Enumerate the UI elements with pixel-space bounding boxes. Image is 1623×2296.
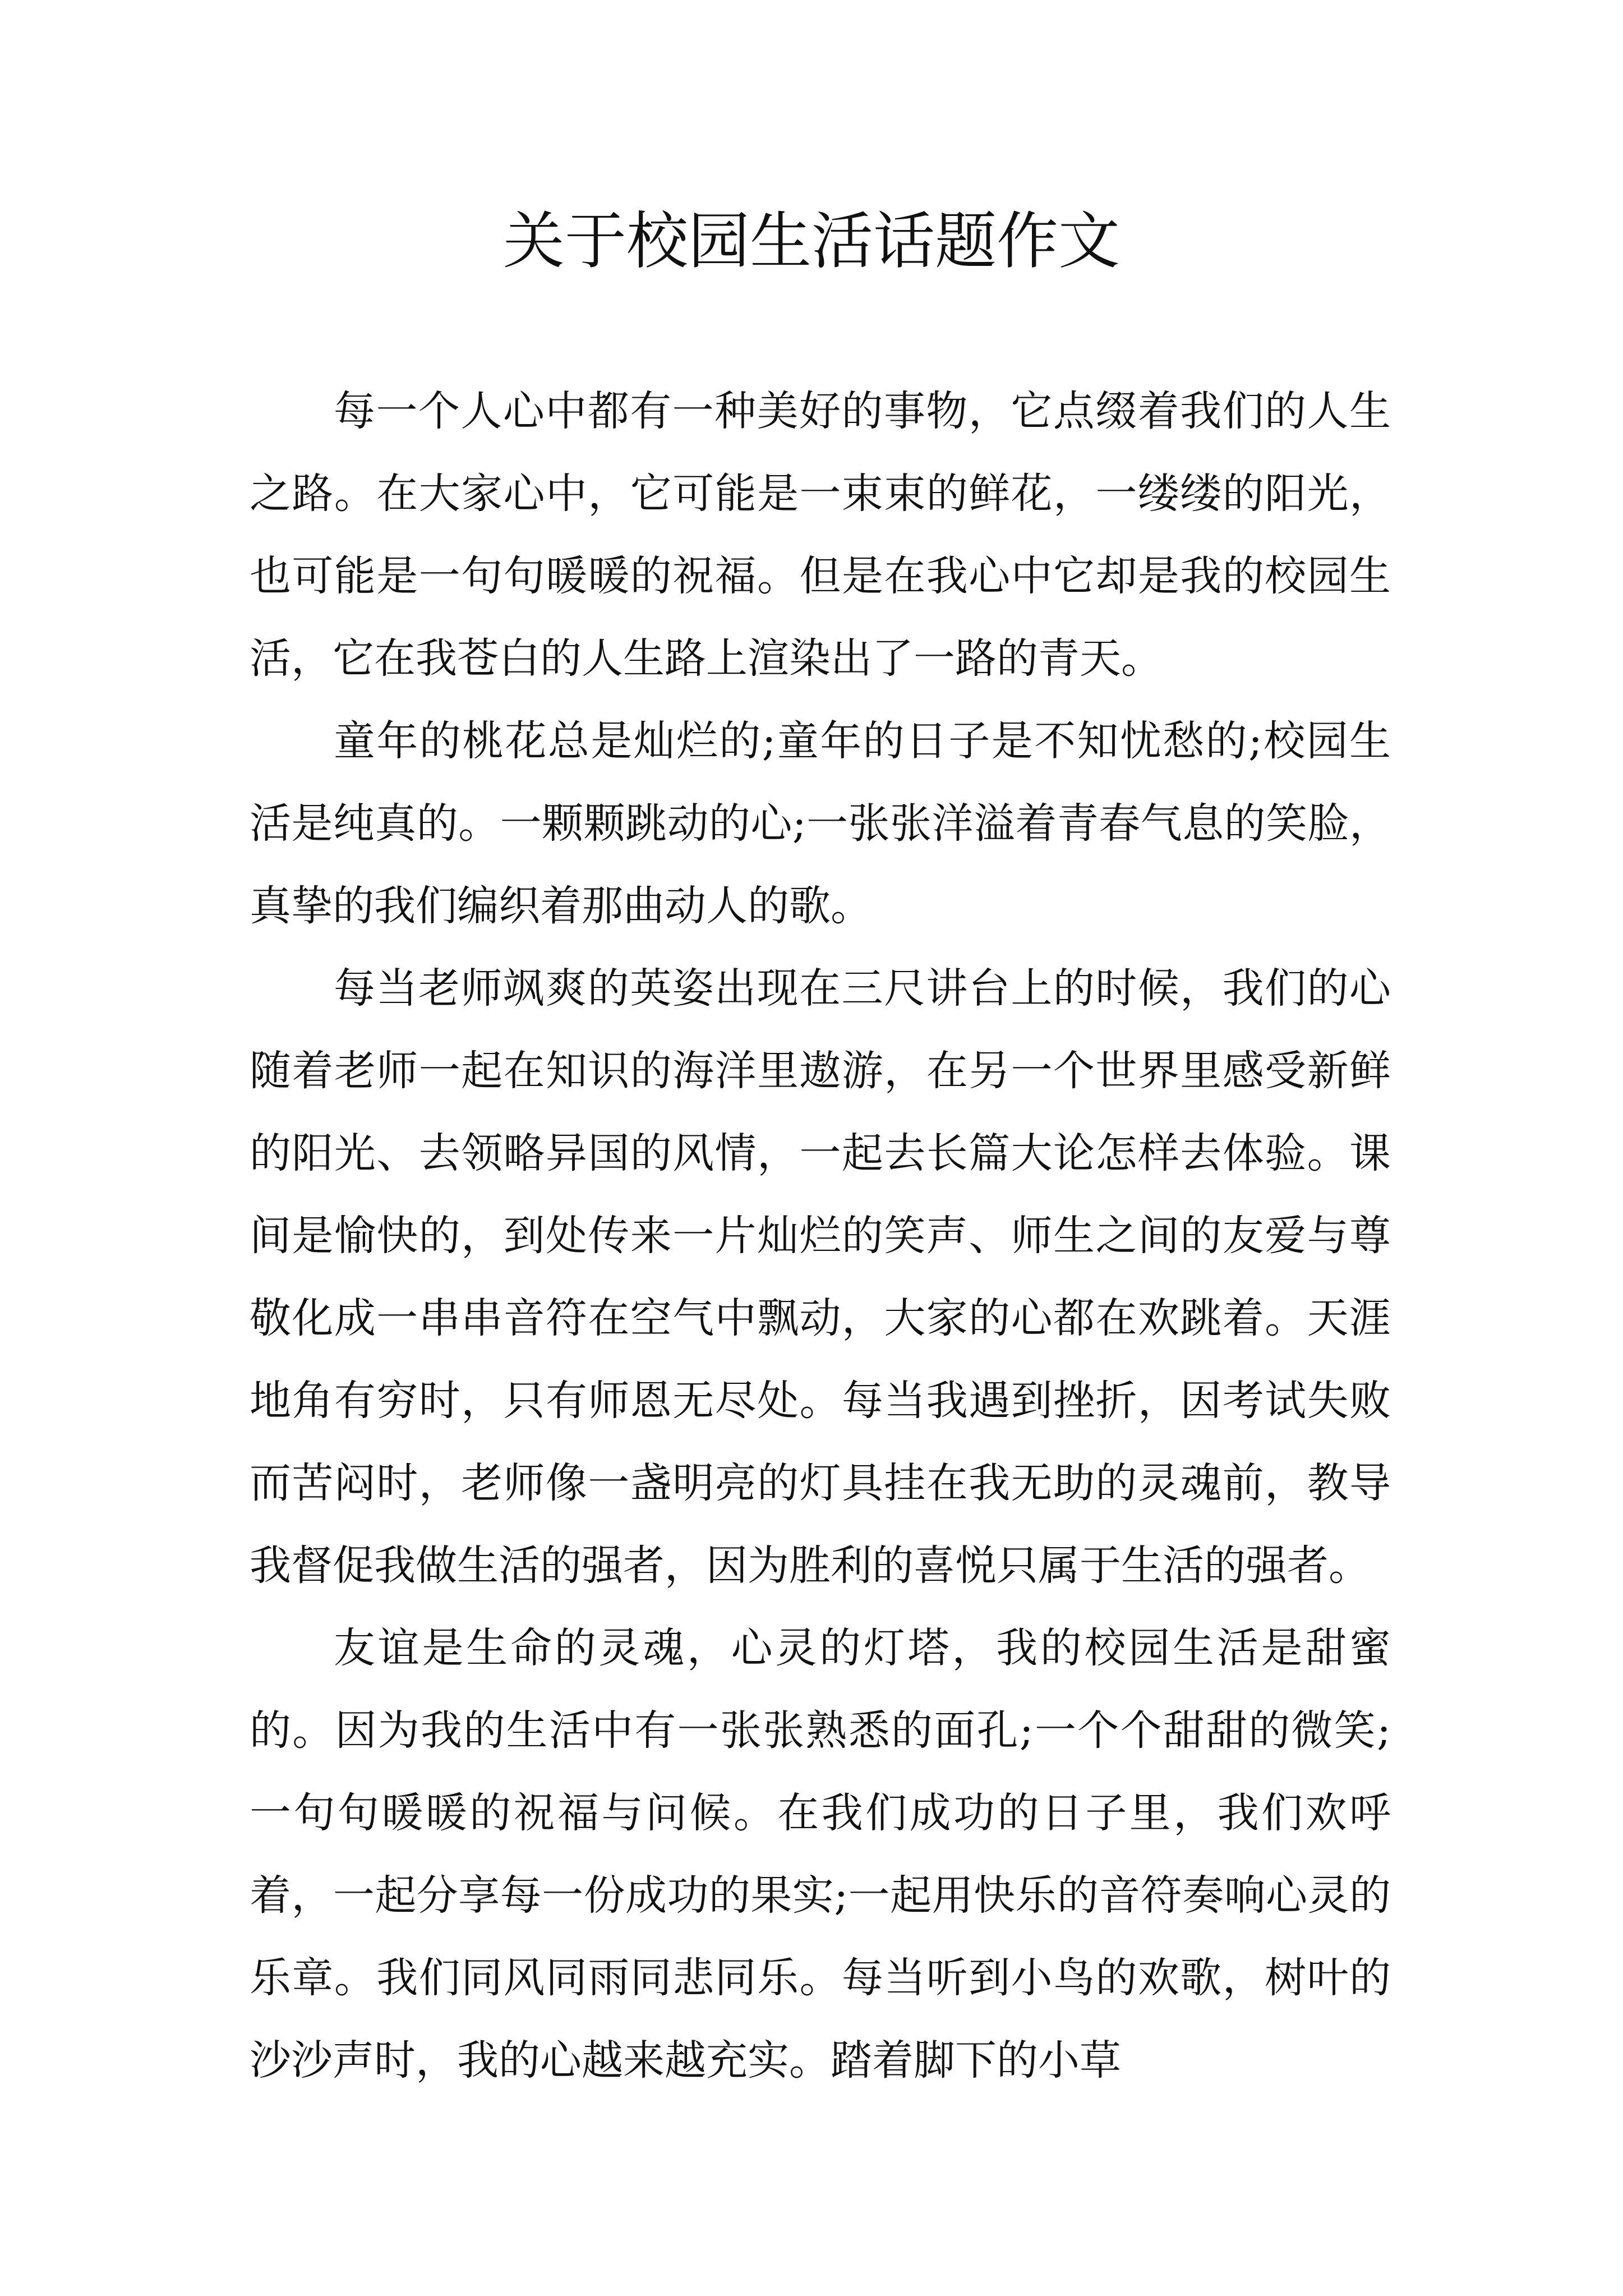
document-title: 关于校园生活话题作文: [503, 205, 1120, 277]
paragraph-2: 童年的桃花总是灿烂的;童年的日子是不知忧愁的;校园生活是纯真的。一颗颗跳动的心;一张张洋溢着青春气息的笑脸，真挚的我们编织着那曲动人的歌。: [250, 717, 1391, 930]
paragraph-3: 每当老师飒爽的英姿出现在三尺讲台上的时候，我们的心随着老师一起在知识的海洋里遨游，在另一个世界里感受新鲜的阳光、去领略异国的风情，一起去长篇大论怎样去体验。课间是愉快的，到处传来一片灿烂的笑声、师生之间的友爱与尊敬化成一串串音符在空气中飘动，大家的心都在欢跳着。天涯地角有穷时，只有师恩无尽处。每当我遇到挫折，因考试失败而苦闷时，老师像一盏明亮的灯具挂在我无助的灵魂前，教导我督促我做生活的强者，因为胜利的喜悦只属于生活的强者。: [250, 964, 1391, 1590]
document-body: [250, 370, 1391, 2102]
paragraph-4: 友谊是生命的灵魂，心灵的灯塔，我的校园生活是甜蜜的。因为我的生活中有一张张熟悉的面孔;一个个甜甜的微笑;一句句暖暖的祝福与问候。在我们成功的日子里，我们欢呼着，一起分享每一份成功的果实;一起用快乐的音符奏响心灵的乐章。我们同风同雨同悲同乐。每当听到小鸟的欢歌，树叶的沙沙声时，我的心越来越充实。踏着脚下的小草: [250, 1624, 1391, 2085]
paragraph-1: 每一个人心中都有一种美好的事物，它点缀着我们的人生之路。在大家心中，它可能是一束束的鲜花，一缕缕的阳光，也可能是一句句暖暖的祝福。但是在我心中它却是我的校园生活，它在我苍白的人生路上渲染出了一路的青天。: [250, 387, 1391, 683]
